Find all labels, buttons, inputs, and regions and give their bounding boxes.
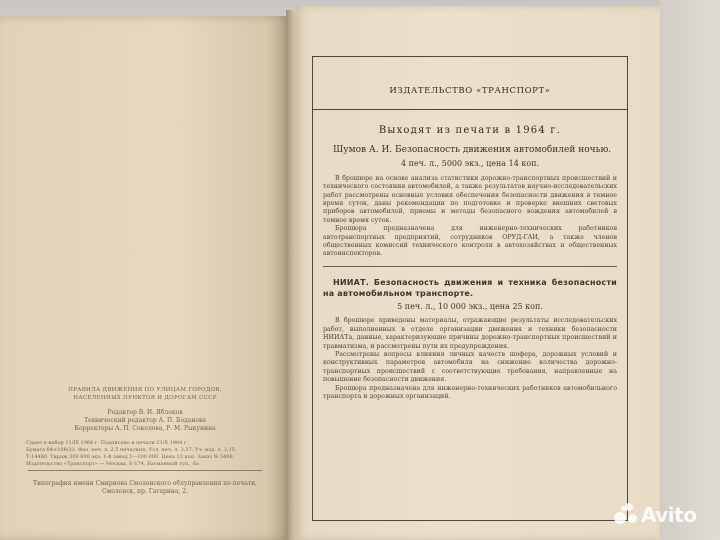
imprint-typography-2: Смоленск, пр. Гагарина, 2.	[101, 488, 189, 495]
imprint-print-3: Т-14480. Тираж 300 000 экз. 1-й завод 1—100 000. Цена 13 коп. Заказ № 5498.	[26, 454, 235, 460]
imprint-typography-1: Типография имени Смирнова Смоленского облуправления по печати,	[32, 480, 258, 487]
section-heading: Выходят из печати в 1964 г.	[378, 124, 562, 136]
entry-2-paragraph-3: Брошюра предназначена для инженерно-технических работников автомобильного транспорта и дорожных организаций.	[323, 384, 617, 401]
entry-1-paragraph-2: Брошюра предназначена для инженерно-технических работников автотранспортных предприятий, сотрудников ОРУД-ГАИ, а также членов общественных комиссий технического контроля в автохозяйствах и общественных автоинспекторов.	[323, 225, 617, 258]
watermark-text: Avito	[641, 503, 697, 527]
imprint-divider	[28, 470, 262, 471]
publisher-rule	[313, 109, 627, 110]
background-right	[660, 0, 720, 540]
avito-logo-icon	[612, 502, 638, 528]
entry-2-paragraph-2: Рассмотрены вопросы влияния личных качеств шофера, дорожных условий и конструктивных параметров автомобиля на снижение количества дорожно-транспортных происшествий с соответствующие требования, направленные на повышение безопасности движения.	[323, 351, 617, 384]
imprint-title-1: ПРАВИЛА ДВИЖЕНИЯ ПО УЛИЦАМ ГОРОДОВ,	[68, 387, 222, 393]
entry-1-meta: 4 печ. л., 5000 экз., цена 14 коп.	[400, 159, 540, 169]
imprint-title-2: НАСЕЛЕННЫХ ПУНКТОВ И ДОРОГАМ СССР	[73, 395, 217, 401]
entry-divider	[323, 266, 617, 267]
right-page	[296, 6, 660, 540]
imprint-editor: Редактор В. И. Яблоков	[107, 409, 183, 416]
entry-2-meta: 5 печ. л., 10 000 экз., цена 25 коп.	[397, 301, 543, 311]
advert-frame	[312, 56, 628, 521]
entry-2-title: НИИАТ. Безопасность движения и техника безопасности на автомобильном транспорте.	[323, 277, 617, 298]
imprint-tech-editor: Технический редактор А. П. Боданова	[84, 417, 206, 424]
avito-watermark	[612, 498, 712, 532]
imprint-print-1: Сдано в набор 11/IX 1964 г. Подписано к печати 21/X 1964 г.	[26, 440, 189, 446]
entry-2-paragraph-1: В брошюре приведены материалы, отражающие результаты исследовательских работ, выполненных в отделе организации движения и техники безопасности НИИАТа, данные, характеризующие причины дорожно-транспортных происшествий и травматизма, и рассмотрены пути их предупреждения.	[323, 317, 617, 350]
entry-1-title: Шумов А. И. Безопасность движения автомобилей ночью.	[333, 145, 612, 156]
imprint-correctors: Корректоры А. П. Соколова, Р. М. Рыкунина	[74, 425, 216, 432]
publisher-name: ИЗДАТЕЛЬСТВО «ТРАНСПОРТ»	[389, 86, 551, 96]
entry-1-paragraph-1: В брошюре на основе анализа статистики дорожно-транспортных происшествий и технического состояния автомобилей, а также результатов научно-исследовательских работ рассмотрены основные условия обеспечения безопасности движения в темное время суток, даны рекомендации по подготовке и проверке внешних световых приборов автомобилей, приемы и методы безопасного вождения автомобилей в темное время суток.	[323, 174, 617, 224]
left-page	[0, 16, 290, 540]
imprint-block	[10, 386, 280, 496]
imprint-print-2: Бумага 84×108/32. Физ. печ. л. 2,5 печатных. Усл. печ. л. 3,37. Уч.-изд. л. 3,15	[26, 447, 235, 453]
imprint-print-4: Издательство «Транспорт» — Москва, Б-174, Басманный туп., 6а	[26, 461, 199, 467]
